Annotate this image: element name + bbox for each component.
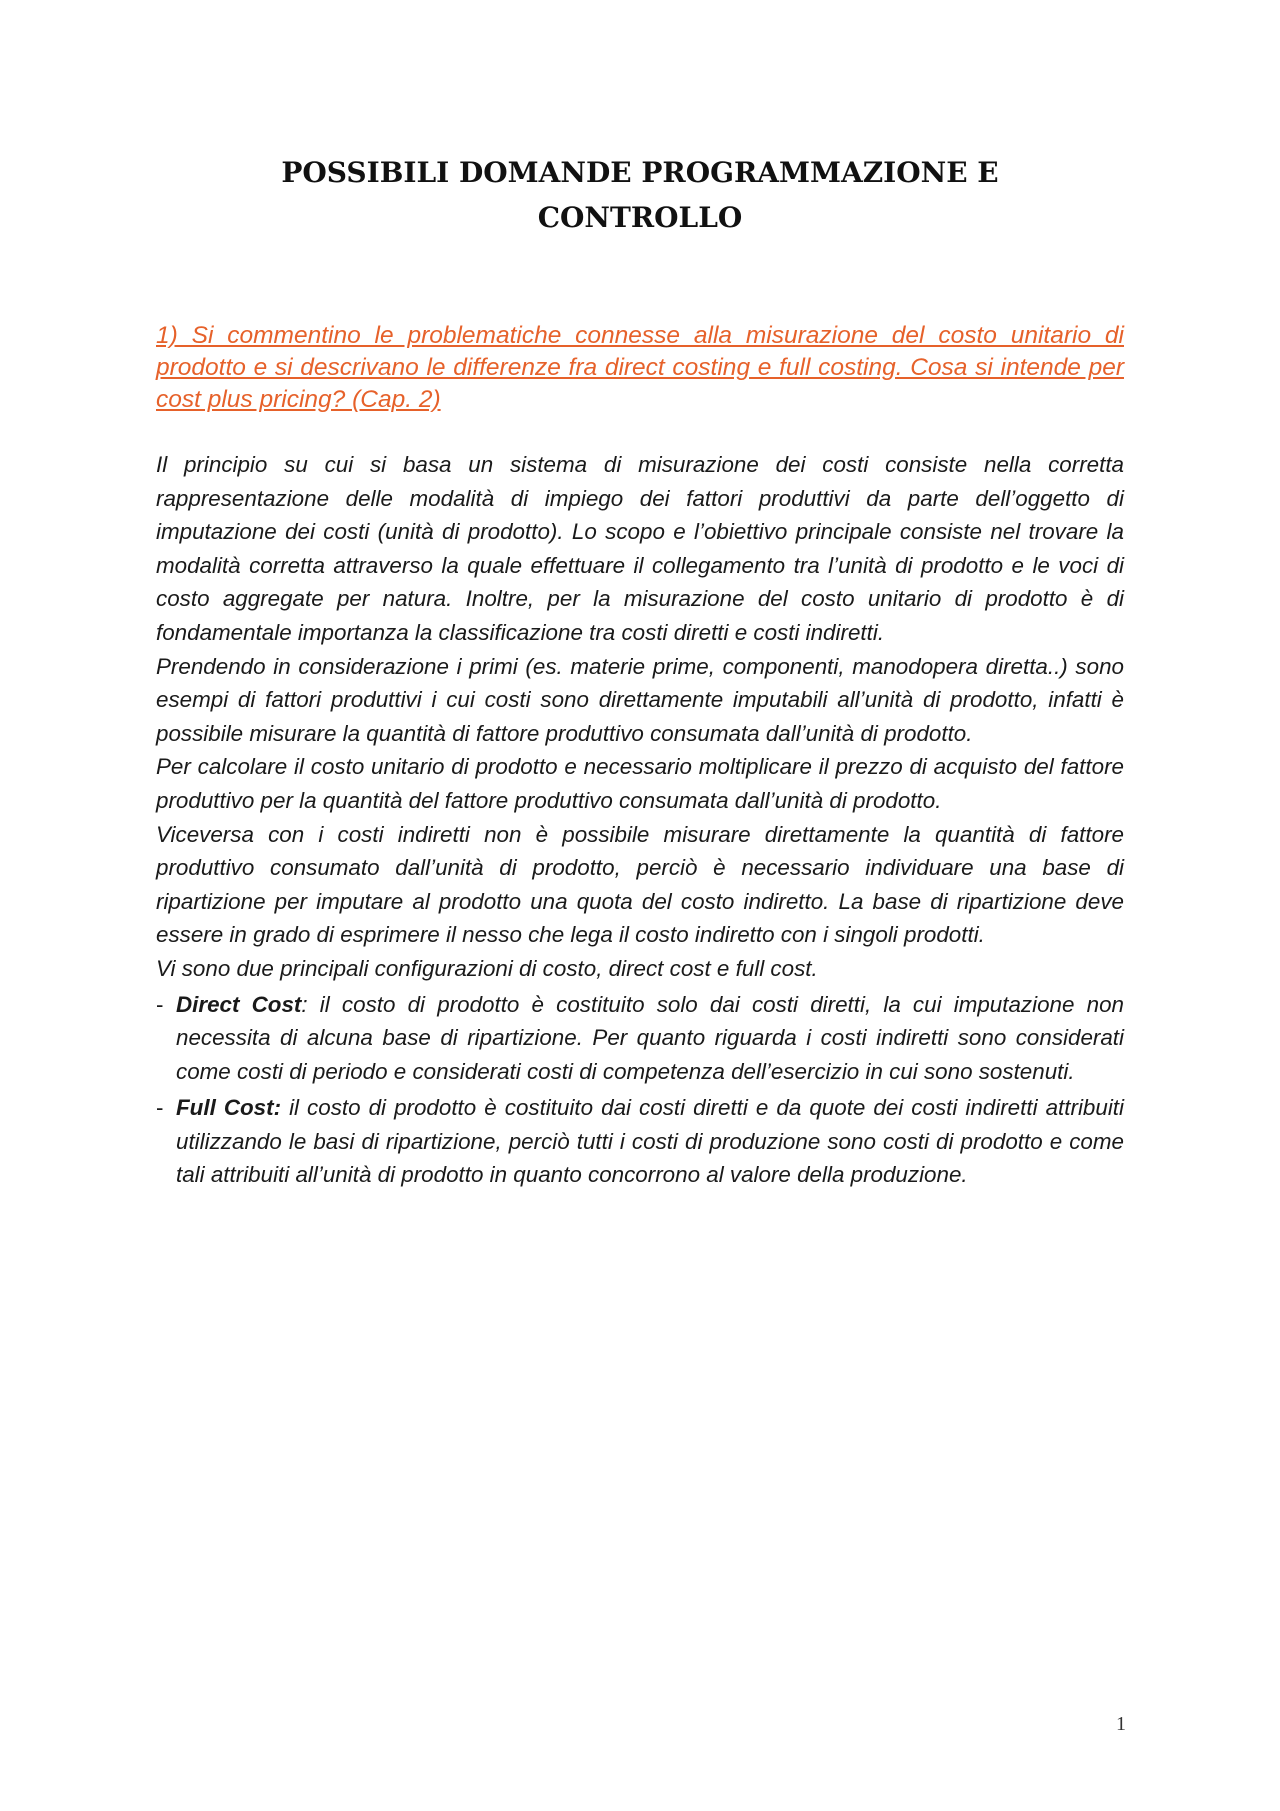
term-full-cost: Full Cost: — [176, 1095, 282, 1121]
list-item-direct-cost — [156, 988, 1124, 1089]
list-bullet: - — [156, 991, 164, 1017]
page-number: 1 — [1116, 1713, 1126, 1735]
question-heading: 1) Si commentino le problematiche connesse alla misurazione del costo unitario di prodotto e si descrivano le differenze fra direct costing e full costing. Cosa si intende per cost plus pricing? (Cap. 2) — [156, 322, 1124, 413]
list-item-full-cost — [156, 1091, 1124, 1192]
paragraph: Prendendo in considerazione i primi (es. materie prime, componenti, manodopera diretta..) sono esempi di fattori produttivi i cui costi sono direttamente imputabili all’unità di prodotto, infatti è possibile misurare la quantità di fattore produttivo consumata dall’unità di prodotto. — [156, 653, 1124, 746]
answer-body — [156, 448, 1124, 1195]
paragraph: Vi sono due principali configurazioni di costo, direct cost e full cost. — [156, 955, 818, 981]
paragraph: Il principio su cui si basa un sistema di misurazione dei costi consiste nella corretta rappresentazione delle modalità di impiego dei fattori produttivi da parte dell’oggetto di imputazione dei costi (unità di prodotto). Lo scopo e l’obiettivo principale consiste nel trovare la modalità corretta attraverso la quale effettuare il collegamento tra l’unità di prodotto e le voci di costo aggregate per natura. Inoltre, per la misurazione del costo unitario di prodotto è di fondamentale importanza la classificazione tra costi diretti e costi indiretti. — [156, 452, 1124, 645]
term-direct-cost: Direct Cost — [176, 991, 302, 1017]
paragraph: Viceversa con i costi indiretti non è possibile misurare direttamente la quantità di fattore produttivo consumato dall’unità di prodotto, perciò è necessario individuare una base di ripartizione per imputare al prodotto una quota del costo indiretto. La base di ripartizione deve essere in grado di esprimere il nesso che lega il costo indiretto con i singoli prodotti. — [156, 821, 1124, 948]
cost-configuration-list — [156, 988, 1124, 1193]
paragraph: Per calcolare il costo unitario di prodotto e necessario moltiplicare il prezzo di acquisto del fattore produttivo per la quantità del fattore produttivo consumata dall’unità di prodotto. — [156, 754, 1124, 813]
title-line-1: POSSIBILI DOMANDE PROGRAMMAZIONE E — [281, 156, 999, 189]
list-item-text: il costo di prodotto è costituito dai costi diretti e da quote dei costi indiretti attribuiti utilizzando le basi di ripartizione, perciò tutti i costi di produzione sono costi di prodotto e come tali attribuiti all’unità di prodotto in quanto concorrono al valore della produzione. — [176, 1095, 1124, 1188]
page-title — [156, 150, 1124, 240]
list-bullet: - — [156, 1095, 164, 1121]
list-item-text: : il costo di prodotto è costituito solo dai costi diretti, la cui imputazione non necessita di alcuna base di ripartizione. Per quanto riguarda i costi indiretti sono considerati come costi di periodo e considerati costi di competenza dell’esercizio in cui sono sostenuti. — [176, 991, 1124, 1084]
title-line-2: CONTROLLO — [537, 201, 743, 234]
